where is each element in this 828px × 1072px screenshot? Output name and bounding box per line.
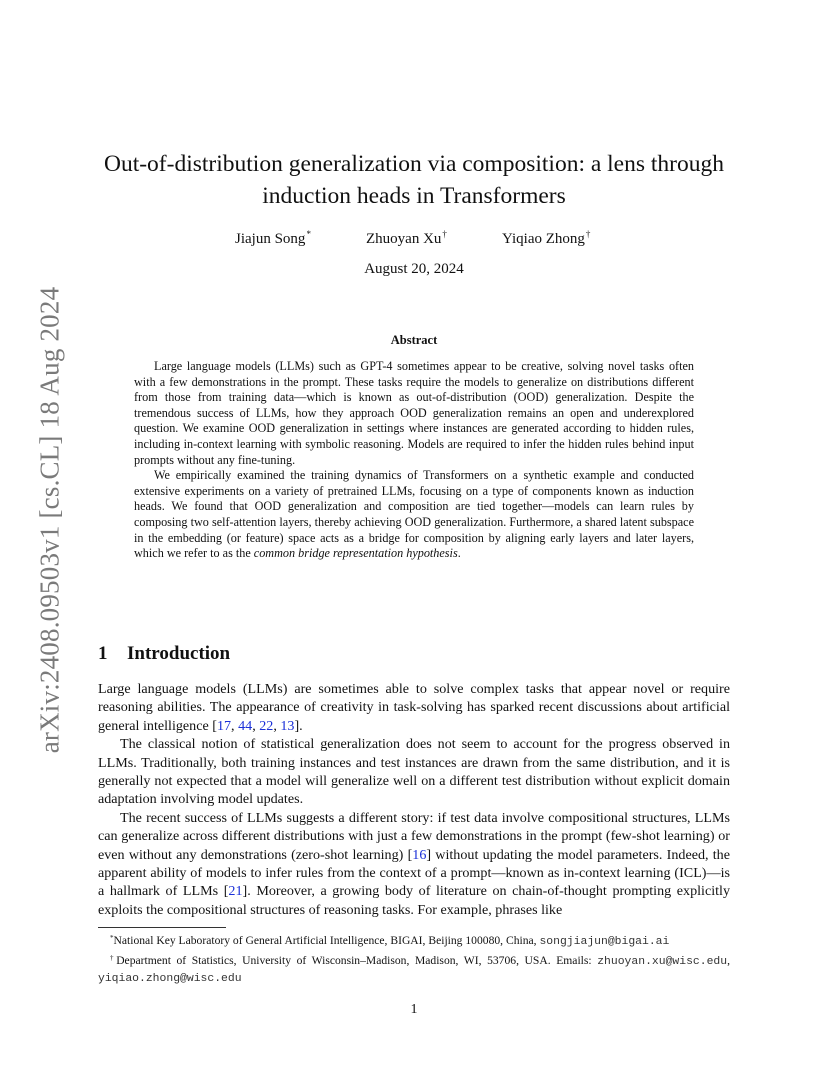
footnote-text: Department of Statistics, University of Wisconsin–Madison, Madison, WI, 53706, USA. Emails: [116, 953, 592, 967]
citation-link[interactable]: 44 [238, 717, 253, 734]
abstract-heading: Abstract [390, 333, 438, 347]
intro-paragraph-1: Large language models (LLMs) are sometimes able to solve complex tasks that appear novel or require reasoning abilities. The appearance of creativity in task-solving has sparked recent discussions about artificial general intelligence [17, 44, 22, 13]. [98, 681, 730, 734]
author-name: Yiqiao Zhong [502, 231, 585, 247]
abstract-text-end: . [457, 546, 461, 561]
section-number: 1 [98, 643, 108, 664]
author-footnote-mark: † [585, 229, 591, 239]
arxiv-identifier: arXiv:2408.09503v1 [cs.CL] 18 Aug 2024 [34, 286, 65, 754]
paper-date: August 20, 2024 [364, 261, 464, 277]
intro-text: ]. Moreover, a growing body of literature on chain-of-thought prompting explicitly exploits the compositional structures of reasoning tasks. For example, phrases like [98, 883, 730, 918]
footnote-email: songjiajun@bigai.ai [539, 936, 670, 948]
citation-link[interactable]: 21 [228, 883, 243, 900]
author-2 [366, 229, 447, 248]
author-3 [502, 229, 590, 248]
abstract-text: We empirically examined the training dynamics of Transformers on a synthetic example and conducted extensive experiments on a variety of pretrained LLMs, focusing on a type of components known as induction heads. We found that OOD generalization and composition are tied together—models can learn rules by composing two self-attention layers, thereby achieving OOD generalization. Furthermore, a shared latent subspace in the embedding (or feature) space acts as a bridge for composition by aligning early layers and later layers, which we refer to as the [134, 468, 694, 561]
abstract-emphasis: common bridge representation hypothesis [253, 546, 458, 561]
author-name: Jiajun Song [235, 231, 306, 247]
abstract-paragraph-2 [134, 468, 694, 562]
footnote-2: †Department of Statistics, University of Wisconsin–Madison, Madison, WI, 53706, USA. Emails: zhuoyan.xu@wisc.edu, yiqiao.zhong@wisc.edu [98, 953, 730, 986]
intro-text: The recent success of LLMs suggests a different story: if test data involve compositional structures, LLMs can generalize across different distributions with just a few demonstrations in the prompt (few-shot learning) or even without any demonstrations (zero-shot learning) [ [98, 809, 730, 863]
author-name: Zhuoyan Xu [366, 231, 442, 247]
abstract-paragraph-1: Large language models (LLMs) such as GPT-4 sometimes appear to be creative, solving novel tasks often with a few demonstrations in the prompt. These tasks require the models to generalize on distributions different from those from training data—which is known as out-of-distribution (OOD) generalization. Despite the tremendous success of LLMs, how they approach OOD generalization remains an open and underexplored question. We examine OOD generalization in settings where instances are generated according to hidden rules, including in-context learning with symbolic reasoning. Models are required to infer the hidden rules behind input prompts without any fine-tuning. [134, 359, 694, 467]
section-heading [98, 643, 230, 665]
paper-title: Out-of-distribution generalization via composition: a lens through induction heads in Transformers [103, 151, 724, 209]
introduction-body [98, 680, 730, 919]
intro-text: Large language models (LLMs) are sometimes able to solve complex tasks that appear novel or require reasoning abilities. The appearance of creativity in task-solving has sparked recent discussions about artificial general intelligence [ [98, 681, 730, 734]
citation-link[interactable]: 16 [412, 846, 427, 863]
footnote-email: zhuoyan.xu@wisc.edu [597, 955, 728, 968]
footnotes [98, 931, 730, 988]
author-1 [235, 229, 311, 248]
footnote-1 [98, 931, 730, 951]
intro-paragraph-3 [98, 809, 730, 919]
section-title: Introduction [127, 643, 231, 664]
footnote-divider [98, 927, 226, 928]
intro-text: ] without updating the model parameters. Indeed, the apparent ability of models to infer rules from the context of a prompt—known as in-context learning (ICL)—is a hallmark of LLMs [ [98, 846, 730, 900]
footnote-text: National Key Laboratory of General Artificial Intelligence, BIGAI, Beijing 100080, China, [113, 934, 537, 947]
citation-link[interactable]: 13 [280, 717, 295, 734]
citation-link[interactable]: 22 [259, 717, 274, 734]
footnote-mark: * [110, 934, 114, 942]
abstract-body [134, 359, 694, 562]
author-footnote-mark: † [442, 229, 447, 239]
citation-link[interactable]: 17 [216, 717, 232, 734]
footnote-mark: † [110, 953, 117, 962]
page-number: 1 [410, 1002, 418, 1017]
author-footnote-mark: * [306, 229, 311, 239]
intro-text: ]. [294, 717, 303, 734]
intro-paragraph-2: The classical notion of statistical generalization does not seem to account for the progress observed in LLMs. Traditionally, both training instances and test instances are drawn from the same distribution, and it is generally not expected that a model will generalize well on a different test distribution without explicit domain adaptation involving model updates. [98, 736, 730, 808]
footnote-email: yiqiao.zhong@wisc.edu [98, 973, 242, 986]
